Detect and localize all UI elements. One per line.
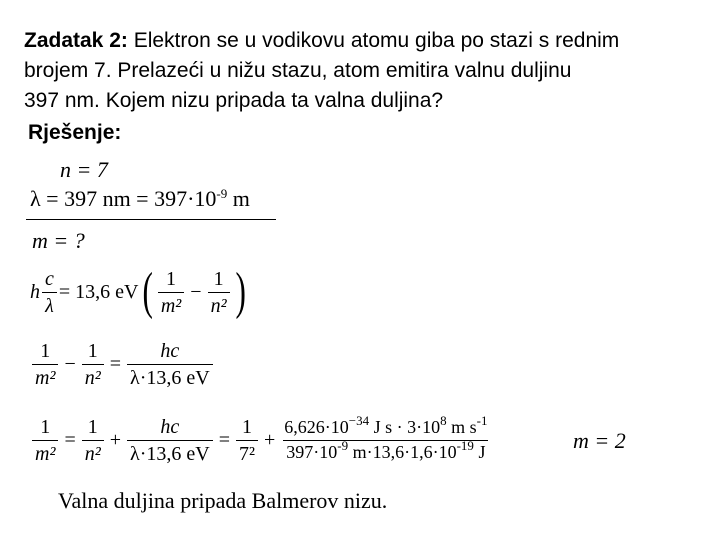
- equation-rearranged: $\frac{1}{\text{m²}}$ − $\frac{1}{\text{n²}}$ = $\frac{hc}{\lambda\cdot 13,6 eV}$: [30, 340, 215, 389]
- task-label: Zadatak 2:: [24, 29, 128, 52]
- equation-rydberg: h $\frac{c}{\lambda}$ = 13,6 eV ( $\frac{1}{\text{m²}}$ − $\frac{1}{\text{n²}}$ ): [30, 263, 246, 320]
- given-divider: [26, 219, 276, 220]
- task-text: [24, 26, 619, 116]
- task-line-2: brojem 7. Prelazeći u nižu stazu, atom emitira valnu duljinu: [24, 59, 572, 82]
- fraction-numeric: $\frac{6,626\cdot 10^{-34} J s \cdot 3\cdot 10^8 m s^{-1}}{397\cdot 10^{-9} m\cdot 13,6\cdot 1,6\cdot 10^{-19} J}$: [284, 413, 488, 462]
- unknown-m: m = ?: [32, 228, 85, 253]
- task-line-1: Zadatak 2: Elektron se u vodikovu atomu giba po stazi s rednim: [24, 29, 620, 52]
- task-line-3: 397 nm. Kojem nizu pripada ta valna duljina?: [24, 89, 444, 112]
- given-n: n = 7: [60, 157, 108, 182]
- conclusion: Valna duljina pripada Balmerov nizu.: [58, 488, 388, 513]
- result: m = 2: [573, 428, 626, 453]
- equation-substituted: $\frac{1}{\text{m²}}$ = $\frac{1}{\text{n²}}$ + $\frac{hc}{\lambda\cdot 13,6 eV}$ = $\frac{1}{\text{7²}}$ + $\frac{6,626\cdot 10^{-34} J s \cdot 3\cdot 10^8 m s^{-1}}{397\cdot 10^{-9} m\cdot 13,6\cdot 1,6\cdot 10^{-19} J}$: [30, 416, 492, 465]
- given-lambda: λ = 397 nm = $397\cdot 10^{-9}$ m: [30, 186, 250, 211]
- fraction-c-lambda: $\frac{c}{\lambda}$: [42, 268, 57, 317]
- solution-label: Rješenje:: [28, 121, 122, 144]
